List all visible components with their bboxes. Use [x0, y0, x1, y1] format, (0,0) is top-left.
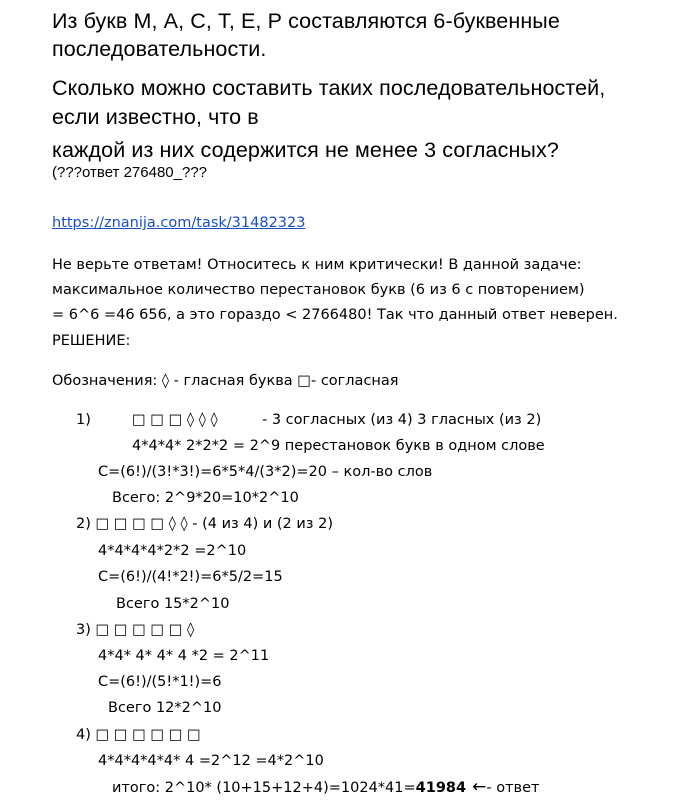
case-3-combinations: С=(6!)/(5!*1!)=6 [98, 674, 222, 690]
case-3-permutations: 4*4* 4* 4* 4 *2 = 2^11 [98, 648, 270, 664]
solution-heading: РЕШЕНИЕ: [52, 333, 131, 349]
question-line-4: если известно, что в [52, 105, 259, 129]
case-2-combinations: С=(6!)/(4!*2!)=6*5/2=15 [98, 569, 283, 585]
case-1-pattern: □ □ □ ◊ ◊ ◊ [132, 412, 218, 428]
note-line-2: максимальное количество перестановок букв (6 из 6 с повторением) [52, 282, 585, 298]
case-2-permutations: 4*4*4*4*2*2 =2^10 [98, 543, 247, 559]
case-1-permutations: 4*4*4* 2*2*2 = 2^9 перестановок букв в одном слове [132, 438, 545, 454]
case-1-number: 1) [76, 412, 91, 428]
case-3-line: 3) □ □ □ □ □ ◊ [76, 622, 195, 638]
final-total [112, 777, 539, 798]
case-1-combinations: С=(6!)/(3!*3!)=6*5*4/(3*2)=20 – кол-во слов [98, 464, 433, 480]
question-line-2: последовательности. [52, 37, 267, 61]
final-prefix: итого: 2^10* (10+15+12+4)=1024*41= [112, 780, 416, 796]
case-4-permutations: 4*4*4*4*4* 4 =2^12 =4*2^10 [98, 753, 324, 769]
note-line-1: Не верьте ответам! Относитесь к ним критически! В данной задаче: [52, 257, 582, 273]
answer-hint: (???ответ 276480_??? [52, 164, 208, 181]
final-suffix: - ответ [486, 780, 540, 796]
case-2-line: 2) □ □ □ □ ◊ ◊ - (4 из 4) и (2 из 2) [76, 516, 333, 532]
note-line-3: = 6^6 =46 656, а это гораздо < 2766480! Так что данный ответ неверен. [52, 307, 618, 323]
question-line-5: каждой из них содержится не менее 3 согласных? [52, 138, 559, 162]
final-answer-value: 41984 [415, 780, 467, 796]
case-1-total: Всего: 2^9*20=10*2^10 [112, 490, 299, 506]
case-4-line: 4) □ □ □ □ □ □ [76, 727, 201, 743]
source-link[interactable]: https://znanija.com/task/31482323 [52, 215, 306, 231]
case-1-description: - 3 согласных (из 4) 3 гласных (из 2) [262, 412, 542, 428]
question-line-1: Из букв М, А, С, Т, Е, Р составляются 6-буквенные [52, 9, 560, 33]
question-line-3: Сколько можно составить таких последовательностей, [52, 76, 606, 100]
left-arrow-icon: ← [472, 777, 487, 797]
case-3-total: Всего 12*2^10 [108, 700, 222, 716]
legend: Обозначения: ◊ - гласная буква □- согласная [52, 373, 399, 389]
case-2-total: Всего 15*2^10 [116, 596, 230, 612]
